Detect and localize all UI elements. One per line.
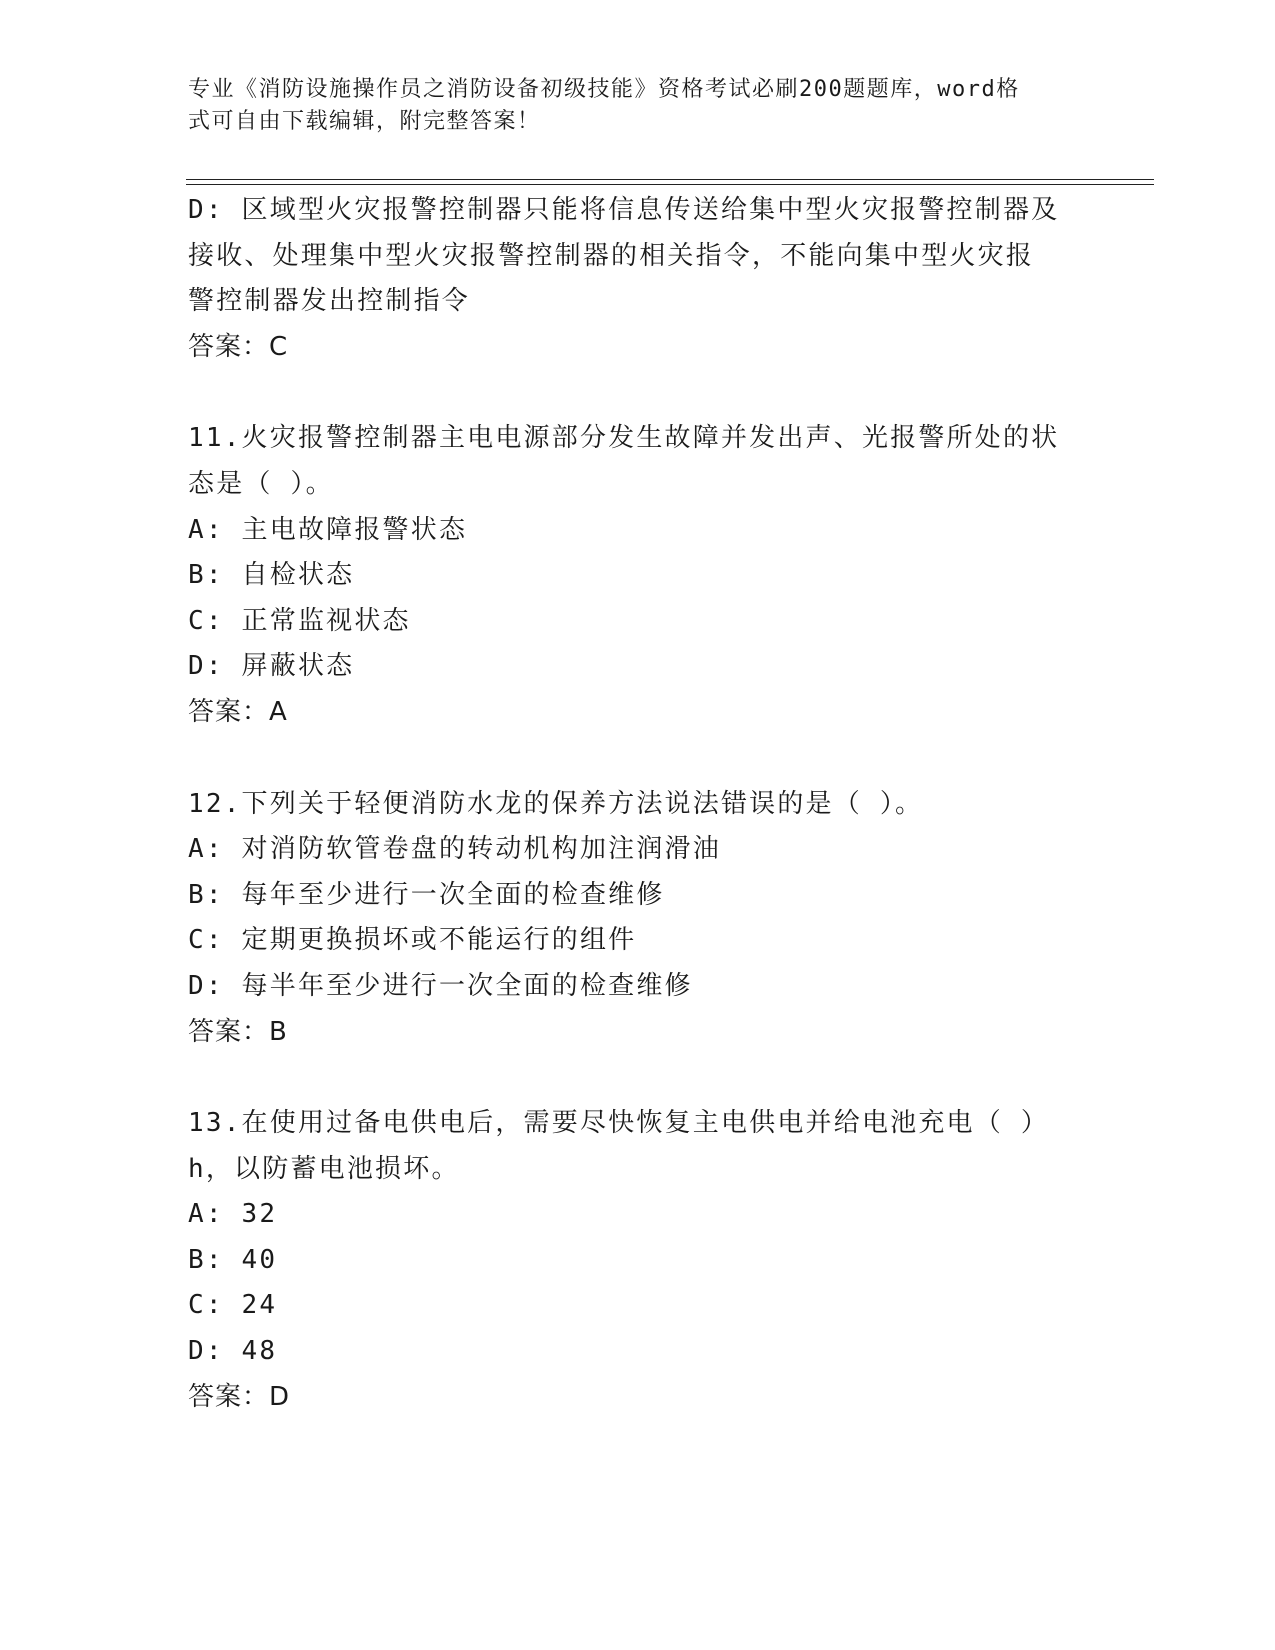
option-d: D: 48 — [188, 1336, 278, 1367]
option-b: B: 自检状态 — [188, 560, 355, 591]
option-b: B: 40 — [188, 1244, 278, 1275]
answer-line: 答案：A — [188, 696, 288, 727]
answer-line: 答案：C — [188, 331, 289, 362]
question-stem: 11.火灾报警控制器主电电源部分发生故障并发出声、光报警所处的状 — [188, 423, 1060, 454]
header-divider-bottom — [186, 184, 1154, 185]
document-header — [188, 74, 1068, 138]
question-12 — [188, 782, 1088, 1056]
option-c: C: 定期更换损坏或不能运行的组件 — [188, 925, 637, 956]
question-13 — [188, 1101, 1088, 1420]
question-content — [188, 188, 1088, 1420]
option-d: D: 每半年至少进行一次全面的检查维修 — [188, 970, 693, 1001]
option-d-line: 警控制器发出控制指令 — [188, 286, 471, 317]
option-d: D: 屏蔽状态 — [188, 651, 355, 682]
question-stem: 态是（ ）。 — [188, 468, 334, 499]
option-a: A: 主电故障报警状态 — [188, 514, 468, 545]
header-divider-top — [186, 179, 1154, 180]
header-line-1: 专业《消防设施操作员之消防设备初级技能》资格考试必刷200题题库，word格 — [188, 77, 1020, 102]
option-c: C: 正常监视状态 — [188, 605, 411, 636]
option-c: C: 24 — [188, 1290, 278, 1321]
option-d-line: D: 区域型火灾报警控制器只能将信息传送给集中型火灾报警控制器及 — [188, 195, 1060, 225]
answer-line: 答案：D — [188, 1381, 291, 1412]
option-d-line: 接收、处理集中型火灾报警控制器的相关指令，不能向集中型火灾报 — [188, 240, 1035, 271]
option-a: A: 32 — [188, 1199, 278, 1230]
header-line-2: 式可自由下载编辑，附完整答案！ — [188, 109, 541, 134]
question-stem: 13.在使用过备电供电后，需要尽快恢复主电供电并给电池充电（ ） — [188, 1108, 1050, 1139]
question-stem: 12.下列关于轻便消防水龙的保养方法说法错误的是（ ）。 — [188, 788, 924, 819]
option-a: A: 对消防软管卷盘的转动机构加注润滑油 — [188, 834, 721, 865]
question-stem: h，以防蓄电池损坏。 — [188, 1153, 460, 1184]
answer-line: 答案：B — [188, 1016, 288, 1047]
question-11 — [188, 416, 1088, 735]
previous-question-tail — [188, 188, 1088, 370]
option-b: B: 每年至少进行一次全面的检查维修 — [188, 879, 665, 910]
